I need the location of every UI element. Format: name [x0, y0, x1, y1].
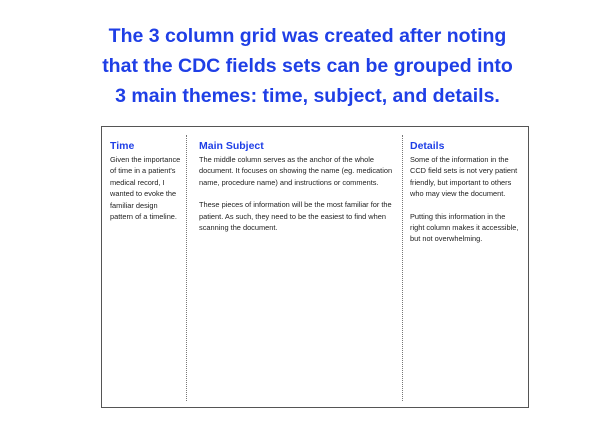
main-subject-paragraph-1: The middle column serves as the anchor of the whole document. It focuses on showing the name (eg. medication name, procedure name) and instructions or comments.	[199, 155, 393, 187]
headline-line-1: The 3 column grid was created after noting	[108, 25, 507, 47]
details-column-title: Details	[410, 140, 445, 152]
headline-line-2: that the CDC fields sets can be grouped into	[102, 55, 513, 77]
time-column-title: Time	[110, 140, 135, 152]
column-divider-right	[402, 135, 403, 401]
details-paragraph-2: Putting this information in the right column makes it accessible, but not overwhelming.	[410, 211, 519, 244]
column-divider-left	[186, 135, 187, 401]
slide-headline	[0, 21, 615, 111]
time-column-text: Given the importance of time in a patient's medical record, I wanted to evoke the familiar design pattern of a timeline.	[110, 155, 181, 222]
main-subject-paragraph-2: These pieces of information will be the most familiar for the patient. As such, they need to be the easiest to find when scanning the document.	[199, 200, 392, 233]
main-subject-column-title: Main Subject	[199, 140, 264, 152]
time-column	[110, 140, 182, 233]
details-column	[410, 140, 520, 256]
headline-line-3: 3 main themes: time, subject, and details.	[115, 85, 500, 107]
three-column-grid-mockup	[101, 126, 529, 408]
details-paragraph-1: Some of the information in the CCD field sets is not very patient friendly, but important to others who may view the document.	[410, 155, 518, 199]
main-subject-column	[199, 140, 395, 244]
